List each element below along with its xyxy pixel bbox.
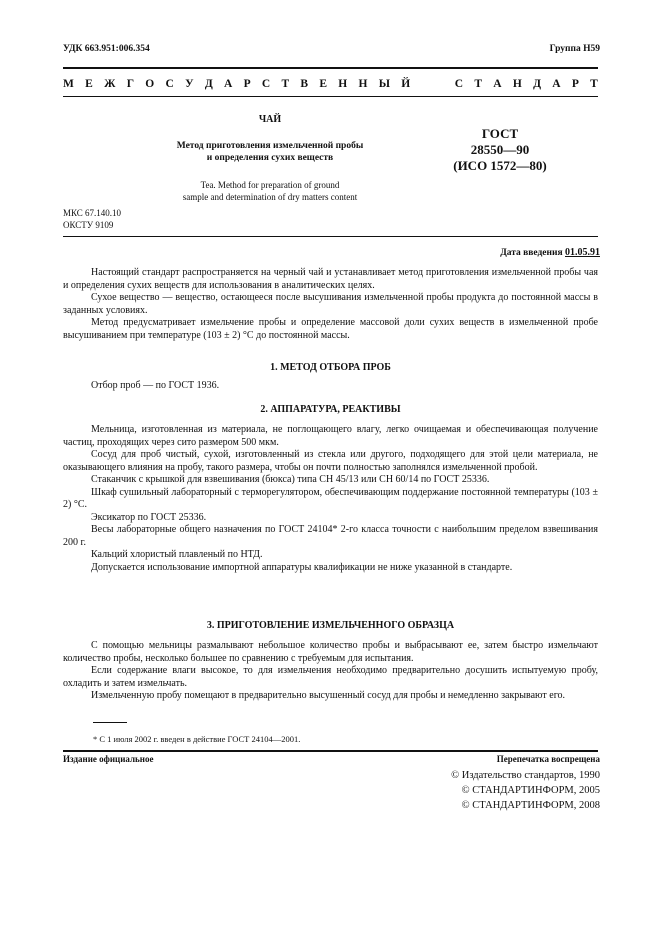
gost-label: ГОСТ bbox=[481, 126, 519, 141]
banner-letter: А bbox=[224, 78, 233, 90]
effective-date bbox=[500, 247, 600, 258]
paragraph: Метод предусматривает измельчение пробы и определение массовой доли сухих веществ в измельченной пробе высушиванием при температуре (103 ± 2) °С до постоянной массы. bbox=[63, 317, 598, 341]
document-title: ЧАЙ bbox=[258, 114, 282, 125]
subtitle-line: и определения сухих веществ bbox=[206, 153, 334, 163]
standard-banner bbox=[63, 78, 598, 90]
footnote: * С 1 июля 2002 г. введен в действие ГОСТ 24104—2001. bbox=[93, 734, 301, 744]
footer-rule bbox=[63, 750, 598, 752]
effective-date-label: Дата введения bbox=[500, 248, 563, 258]
udk-code: УДК 663.951:006.354 bbox=[63, 44, 150, 54]
banner-letter: С bbox=[261, 78, 271, 90]
banner-letter: Т bbox=[281, 78, 290, 90]
paragraph: Если содержание влаги высокое, то для измельчения необходимо предварительно досушить испытуемую пробу, охладить и затем измельчать. bbox=[63, 665, 598, 689]
banner-letter: Т bbox=[590, 78, 598, 90]
paragraph: Настоящий стандарт распространяется на черный чай и устанавливает метод приготовления измельченной пробы чая и определения сухих веществ для использования в аналитических целях. bbox=[63, 267, 598, 291]
subtitle-line: Метод приготовления измельченной пробы bbox=[176, 141, 364, 151]
banner-letter: Ж bbox=[104, 78, 116, 90]
banner-letter: Г bbox=[126, 78, 135, 90]
paragraph: Мельница, изготовленная из материала, не поглощающего влагу, легко очищаемая и обеспечивающая получение частиц, проходящих через сито размером 500 мкм. bbox=[63, 424, 598, 448]
iso-number: (ИСО 1572—80) bbox=[453, 158, 547, 173]
section1-heading: 1. МЕТОД ОТБОРА ПРОБ bbox=[270, 362, 391, 373]
banner-letter: Д bbox=[533, 78, 541, 90]
paragraph: Отбор проб — по ГОСТ 1936. bbox=[91, 380, 220, 391]
banner-letter: С bbox=[454, 78, 464, 90]
banner-letter: Е bbox=[319, 78, 327, 90]
mks-code: МКС 67.140.10 bbox=[63, 208, 122, 218]
intro-text bbox=[63, 267, 598, 342]
banner-letter: У bbox=[185, 78, 194, 90]
paragraph: Эксикатор по ГОСТ 25336. bbox=[91, 511, 207, 523]
copyright-line: © Издательство стандартов, 1990 bbox=[451, 770, 600, 781]
banner-letter: В bbox=[300, 78, 309, 90]
banner-letter: А bbox=[552, 78, 561, 90]
english-title-line: sample and determination of dry matters content bbox=[182, 192, 358, 202]
paragraph: Измельченную пробу помещают в предварительно высушенный сосуд для пробы и немедленно закрывают его. bbox=[91, 690, 566, 701]
section3-text bbox=[63, 640, 598, 703]
gost-designation bbox=[440, 126, 560, 174]
banner-letter: С bbox=[165, 78, 174, 90]
copyright-line: © СТАНДАРТИНФОРМ, 2008 bbox=[461, 800, 600, 811]
section2-text bbox=[63, 424, 598, 574]
banner-letter: Н bbox=[358, 78, 368, 90]
banner-letter: Й bbox=[401, 78, 411, 90]
banner-letter: Е bbox=[85, 78, 93, 90]
english-title-line: Tea. Method for preparation of ground bbox=[200, 180, 340, 190]
group-code: Группа Н59 bbox=[549, 44, 600, 54]
banner-letter: Н bbox=[512, 78, 522, 90]
reprint-notice: Перепечатка воспрещена bbox=[496, 754, 600, 764]
paragraph: Шкаф сушильный лабораторный с терморегулятором, обеспечивающим поддержание постоянной температуры (103 ± 2) °С. bbox=[63, 486, 598, 510]
section1-text bbox=[63, 380, 598, 393]
banner-letter: М bbox=[63, 78, 74, 90]
banner-letter: А bbox=[493, 78, 502, 90]
top-rule bbox=[63, 67, 598, 69]
paragraph: Сухое вещество — вещество, остающееся после высушивания измельченной пробы продукта до постоянной массы в заданных условиях. bbox=[63, 292, 598, 316]
codes-rule bbox=[63, 236, 598, 237]
english-title bbox=[160, 179, 380, 203]
banner-letter: Т bbox=[474, 78, 482, 90]
footnote-rule bbox=[93, 722, 127, 723]
paragraph: С помощью мельницы размалывают небольшое количество пробы и выбрасывают ее, затем быстро измельчают количество пробы, несколько большее по сравнению с требуемым для испытания. bbox=[63, 640, 598, 664]
okstu-code: ОКСТУ 9109 bbox=[63, 220, 114, 230]
document-subtitle bbox=[140, 140, 400, 164]
paragraph: Сосуд для проб чистый, сухой, изготовленный из стекла или другого, подходящего для этой цели материала, не оказывающего влияния на пробу, такого размера, чтобы он почти полностью заполнялся измельченной пробой. bbox=[63, 449, 598, 473]
banner-letter: Р bbox=[243, 78, 251, 90]
edition-label: Издание официальное bbox=[63, 754, 154, 764]
banner-rule bbox=[63, 96, 598, 97]
banner-letter: О bbox=[145, 78, 155, 90]
gost-number: 28550—90 bbox=[470, 142, 530, 157]
section2-heading: 2. АППАРАТУРА, РЕАКТИВЫ bbox=[260, 404, 401, 415]
banner-letter: Н bbox=[338, 78, 348, 90]
banner-letter: Ы bbox=[378, 78, 390, 90]
paragraph: Допускается использование импортной аппаратуры квалификации не ниже указанной в стандарте. bbox=[91, 561, 513, 573]
paragraph: Весы лабораторные общего назначения по ГОСТ 24104* 2-го класса точности с наибольшим пределом взвешивания 200 г. bbox=[63, 524, 598, 548]
copyright-line: © СТАНДАРТИНФОРМ, 2005 bbox=[461, 785, 600, 796]
paragraph: Стаканчик с крышкой для взвешивания (бюкса) типа СН 45/13 или СН 60/14 по ГОСТ 25336. bbox=[91, 474, 490, 485]
section3-heading: 3. ПРИГОТОВЛЕНИЕ ИЗМЕЛЬЧЕННОГО ОБРАЗЦА bbox=[206, 620, 455, 631]
paragraph: Кальций хлористый плавленый по НТД. bbox=[91, 549, 263, 560]
classification-codes bbox=[63, 207, 121, 231]
banner-letter: Д bbox=[204, 78, 213, 90]
copyright-block bbox=[451, 768, 600, 813]
banner-letter: Р bbox=[571, 78, 579, 90]
effective-date-value: 01.05.91 bbox=[565, 247, 600, 258]
